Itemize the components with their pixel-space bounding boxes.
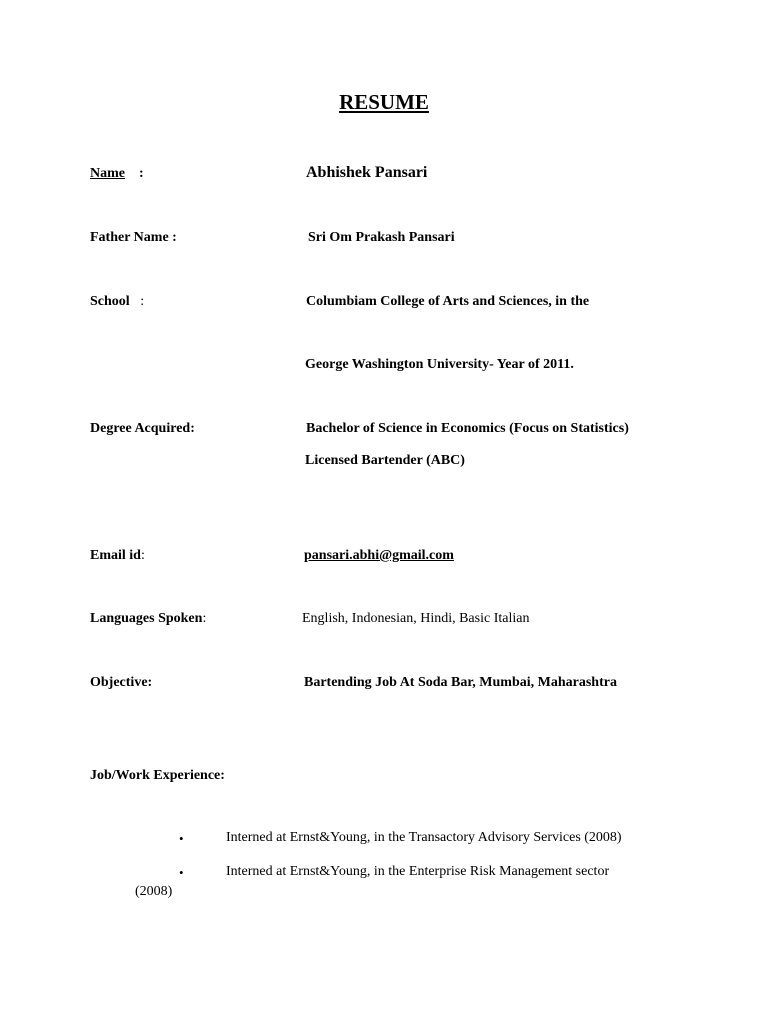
degree-value-line1: Bachelor of Science in Economics (Focus on Statistics) [306,421,629,436]
bullet-icon: • [179,831,184,846]
languages-colon: : [202,611,207,626]
degree-value-line2: Licensed Bartender (ABC) [305,453,465,468]
email-label-row [90,548,145,564]
name-label-row [90,166,144,182]
experience-item-2: Interned at Ernst&Young, in the Enterprise Risk Management sector [226,864,610,879]
experience-item-2-continuation: (2008) [135,884,173,899]
experience-heading: Job/Work Experience: [90,768,225,783]
school-label-row [90,294,144,310]
degree-label: Degree Acquired: [90,421,195,436]
objective-value: Bartending Job At Soda Bar, Mumbai, Maharashtra [304,675,617,690]
resume-title: RESUME [339,90,429,114]
father-name-value: Sri Om Prakash Pansari [308,230,455,245]
languages-label: Languages Spoken [90,611,203,626]
name-label: Name [90,166,125,181]
father-name-label: Father Name : [90,230,177,245]
school-value-line2: George Washington University- Year of 2011. [305,357,574,372]
email-label: Email id [90,548,141,563]
school-label: School [90,294,130,309]
email-colon: : [140,548,145,563]
name-colon: : [139,166,144,181]
bullet-icon: • [179,865,184,880]
email-link[interactable]: pansari.abhi@gmail.com [304,548,454,563]
experience-item-1: Interned at Ernst&Young, in the Transactory Advisory Services (2008) [226,830,622,845]
school-colon: : [140,294,145,309]
school-value-line1: Columbiam College of Arts and Sciences, in the [306,294,590,309]
languages-value: English, Indonesian, Hindi, Basic Italian [302,611,530,626]
languages-label-row [90,611,206,627]
objective-label: Objective: [90,675,153,690]
name-value: Abhishek Pansari [306,164,428,181]
